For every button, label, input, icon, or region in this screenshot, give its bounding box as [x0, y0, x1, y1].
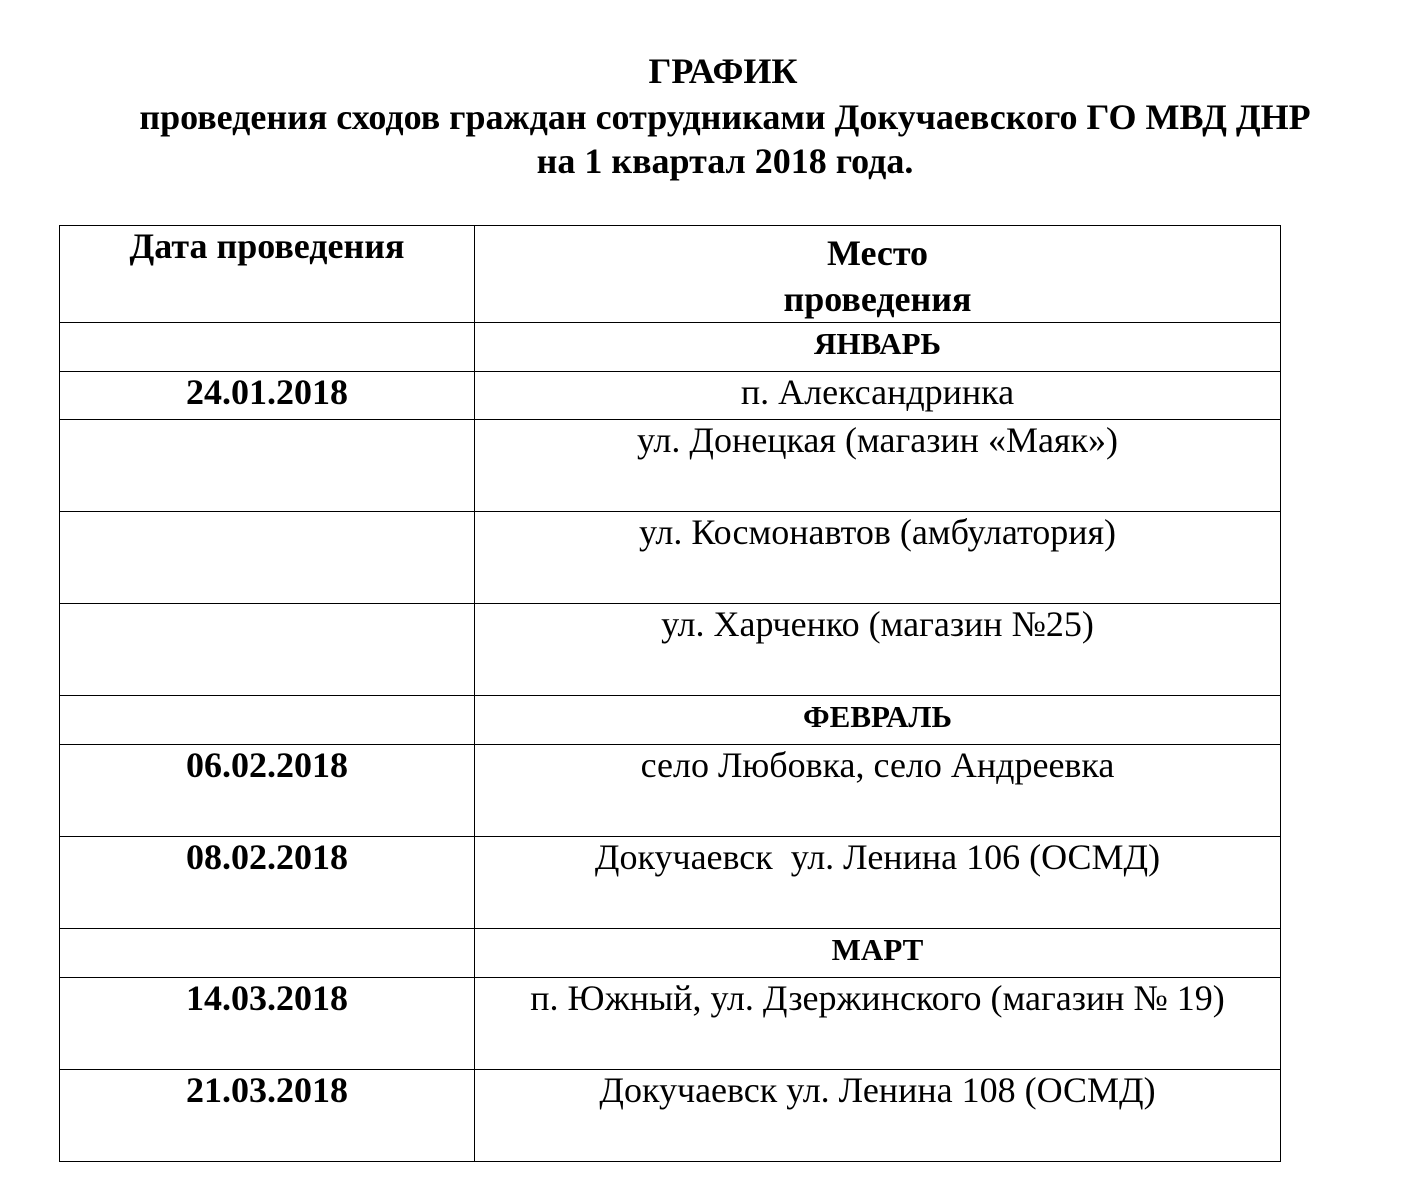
place-cell: ул. Харченко (магазин №25)	[475, 604, 1281, 696]
month-row-january	[60, 323, 1281, 372]
place-cell: ул. Космонавтов (амбулатория)	[475, 512, 1281, 604]
table-row	[60, 745, 1281, 837]
table-row	[60, 512, 1281, 604]
table-row	[60, 837, 1281, 929]
month-date-cell	[60, 696, 475, 745]
place-cell: ул. Донецкая (магазин «Маяк»)	[475, 420, 1281, 512]
date-cell	[60, 604, 475, 696]
place-column-header	[475, 226, 1281, 323]
document-subtitle-line-1: проведения сходов граждан сотрудниками Докучаевского ГО МВД ДНР	[139, 97, 1311, 137]
place-cell: Докучаевск ул. Ленина 106 (ОСМД)	[475, 837, 1281, 929]
table-header-row	[60, 226, 1281, 323]
date-cell	[60, 512, 475, 604]
place-cell: п. Южный, ул. Дзержинского (магазин № 19)	[475, 978, 1281, 1070]
date-cell: 14.03.2018	[60, 978, 475, 1070]
table-row	[60, 1070, 1281, 1162]
table-row	[60, 978, 1281, 1070]
month-label: МАРТ	[475, 929, 1281, 978]
date-cell: 21.03.2018	[60, 1070, 475, 1162]
date-cell: 08.02.2018	[60, 837, 475, 929]
month-row-february	[60, 696, 1281, 745]
month-row-march	[60, 929, 1281, 978]
date-cell	[60, 420, 475, 512]
month-date-cell	[60, 323, 475, 372]
table-row	[60, 420, 1281, 512]
place-cell: п. Александринка	[475, 372, 1281, 420]
place-header-line-1: Место	[826, 233, 929, 273]
place-cell: Докучаевск ул. Ленина 108 (ОСМД)	[475, 1070, 1281, 1162]
document-subtitle-line-2: на 1 квартал 2018 года.	[536, 141, 914, 181]
month-date-cell	[60, 929, 475, 978]
date-cell: 24.01.2018	[60, 372, 475, 420]
date-column-header: Дата проведения	[60, 226, 475, 323]
month-label: ФЕВРАЛЬ	[475, 696, 1281, 745]
date-cell: 06.02.2018	[60, 745, 475, 837]
table-row	[60, 604, 1281, 696]
schedule-table	[59, 225, 1281, 1162]
place-cell: село Любовка, село Андреевка	[475, 745, 1281, 837]
place-header-line-2: проведения	[783, 279, 972, 319]
month-label: ЯНВАРЬ	[475, 323, 1281, 372]
table-row	[60, 372, 1281, 420]
document-title: ГРАФИК	[648, 51, 798, 91]
